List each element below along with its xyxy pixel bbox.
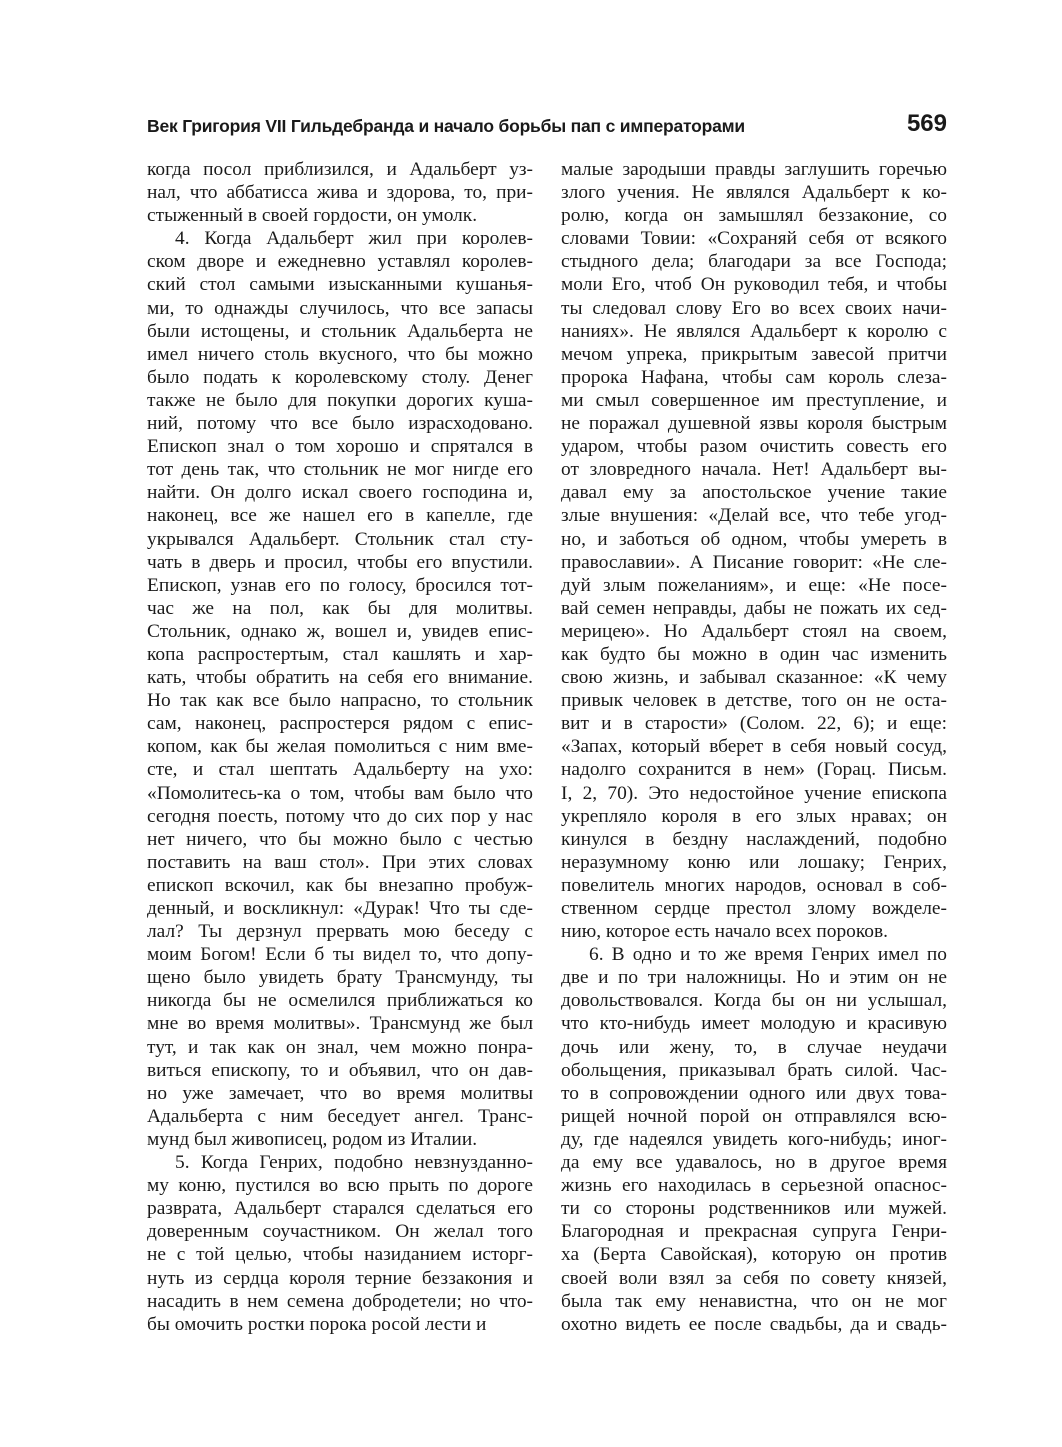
text-line: не с той целью, чтобы назиданием исторг- (147, 1244, 533, 1266)
text-line: но, и заботься об одном, чтобы умереть в (561, 528, 947, 550)
text-line: Епископ, узнав его по голосу, бросился тот- (147, 574, 533, 596)
text-line: вай семен неправды, дабы не пожать их сед- (561, 597, 947, 619)
text-line: наконец, все же нашел его в капелле, где (147, 505, 533, 527)
text-line: разврата, Адальберт старался сделаться его (147, 1198, 533, 1220)
text-line: ний, потому что все было израсходовано. (147, 413, 533, 435)
text-line: жизнь его находилась в серьезной опаснос- (561, 1175, 947, 1197)
text-line: православии». А Писание говорит: «Не сле- (561, 551, 947, 573)
text-line: имел ничего столь вкусного, что бы можно (147, 343, 533, 365)
text-line: ственном сердце престол злому вожделе- (561, 898, 947, 919)
text-line: ударом, чтобы разом очистить совесть его (561, 436, 947, 458)
text-line: кинулся в бездну наслаждений, подобно (561, 828, 947, 850)
text-line: стыдного дела; благодари за все Господа; (561, 251, 947, 273)
text-line: ми, то однажды случилось, что все запасы (147, 297, 533, 319)
text-line: мне во время молитвы». Трансмунд же был (147, 1013, 533, 1035)
text-line: час же на пол, как бы для молитвы. (147, 597, 533, 619)
text-line: да ему все удавалось, но в другое время (561, 1152, 947, 1174)
text-line: бы омочить ростки порока росой лести и (147, 1313, 487, 1335)
text-line: ти со стороны родственников или мужей. (561, 1198, 947, 1220)
text-line: ролю, когда он замышлял беззаконие, со (561, 205, 947, 227)
text-line: доверенным соучастником. Он желал того (147, 1221, 533, 1243)
text-line: Стольник, однако ж, вошел и, увидев епис- (147, 620, 533, 642)
text-line: не поражал душевной язвы короля быстрым (561, 413, 947, 435)
text-line: обольщения, приказывал брать силой. Час- (561, 1059, 947, 1081)
running-head (147, 110, 947, 150)
text-line: пророка Нафана, чтобы сам король слеза- (561, 366, 947, 388)
text-line: кать, чтобы обратить на себя его внимание. (147, 667, 533, 689)
text-line: были истощены, и стольник Адальберта не (147, 320, 533, 342)
text-line: малые зародыши правды заглушить горечью (561, 159, 947, 180)
text-line: моли Его, чтоб Он руководил тебя, и чтобы (561, 274, 947, 296)
text-line: ду, где надеялся увидеть кого-нибудь; иног- (561, 1128, 947, 1150)
text-line: копа распростертым, стал кашлять и хар- (147, 643, 533, 665)
text-line: I, 2, 70). Это недостойное учение епископа (561, 782, 947, 804)
text-line: щено было увидеть брату Трансмунду, ты (147, 967, 533, 989)
text-line: что кто-нибудь имеет молодую и красивую (561, 1013, 947, 1035)
right-column (561, 158, 947, 1336)
text-line: привык человек в детстве, того он не оста- (561, 690, 947, 712)
text-line: рищей ночной порой он отправлялся всю- (561, 1105, 947, 1127)
text-line: как будто бы можно в один час изменить (561, 643, 947, 665)
text-line: найти. Он долго искал своего господина и, (147, 482, 533, 504)
text-line: укрывался Адальберт. Стольник стал сту- (147, 528, 533, 550)
text-line: тут, и так как он знал, чем можно понра- (147, 1036, 533, 1058)
text-line: стыженный в своей гордости, он умолк. (147, 205, 478, 227)
text-line: также не было для покупки дорогих куша- (147, 389, 533, 411)
text-line: укрепляло короля в его злых нравах; он (561, 805, 947, 827)
text-line: две и по три наложницы. Но и этим он не (561, 967, 947, 989)
running-title: Век Григория VII Гильдебранда и начало борьбы пап с императорами (147, 116, 745, 136)
text-line: тот день так, что стольник не мог нигде его (147, 459, 533, 481)
text-line: было подать к королевскому столу. Денег (147, 366, 533, 388)
text-line: была так ему ненавистна, что он не мог (561, 1290, 947, 1312)
text-line: мерицею». Но Адальберт стоял на своем, (561, 620, 947, 642)
text-line: насадить в нем семена добродетели; но что- (147, 1290, 533, 1312)
text-line: епископ вскочил, как бы внезапно пробуж- (147, 874, 533, 896)
text-line: то в сопровождении одного или двух това- (561, 1082, 947, 1104)
text-line: лал? Ты дерзнул прервать мою беседу с (147, 921, 533, 943)
text-line: наниях». Не являлся Адальберт к королю с (561, 320, 947, 342)
text-line: ский стол самыми изысканными кушанья- (147, 274, 533, 296)
text-line: от зловредного начала. Нет! Адальберт вы- (561, 459, 947, 481)
text-line: 5. Когда Генрих, подобно невзнузданно- (175, 1152, 533, 1174)
text-line: надолго сохранится в нем» (Горац. Письм. (561, 759, 947, 781)
text-line: ха (Берта Савойская), которую он против (561, 1244, 947, 1266)
text-line: неразумному коню или лошаку; Генрих, (561, 851, 947, 873)
text-line: когда посол приблизился, и Адальберт уз- (147, 159, 533, 180)
text-line: нет ничего, что бы можно было с честью (147, 828, 533, 850)
text-line: сам, наконец, распростерся рядом с епис- (147, 713, 533, 735)
text-line: свою жизнь, и забывал сказанное: «К чему (561, 667, 947, 689)
text-line: никогда бы не осмелился приближаться ко (147, 990, 533, 1012)
text-line: нал, что аббатисса жива и здорова, то, при- (147, 182, 533, 204)
page-number: 569 (906, 110, 947, 137)
text-line: ми смыл совершенное им преступление, и (561, 389, 947, 411)
text-line: дуй злым пожеланиям», и еще: «Не посе- (561, 574, 947, 596)
text-line: Благородная и прекрасная супруга Генри- (561, 1221, 947, 1243)
text-line: поставить на ваш стол». При этих словах (147, 851, 533, 873)
text-line: копом, как бы желая помолиться с ним вме- (147, 736, 533, 758)
text-line: «Запах, который вберет в себя новый сосуд, (561, 736, 947, 758)
text-line: словами Товии: «Сохраняй себя от всякого (561, 228, 947, 250)
text-line: ты следовал слову Его во всех своих начи- (561, 297, 947, 319)
text-line: давал ему за апостольское учение такие (561, 482, 947, 504)
text-line: чать в дверь и просил, чтобы его впустили. (147, 551, 533, 573)
text-line: му коню, пустился во всю прыть по дороге (147, 1175, 533, 1197)
text-line: сегодня поесть, потому что до сих пор у нас (147, 805, 533, 827)
text-line: нию, которое есть начало всех пороков. (561, 921, 888, 943)
text-line: вит и в старости» (Солом. 22, 6); и еще: (561, 713, 947, 735)
text-line: виться епископу, то и объявил, что он дав- (147, 1059, 533, 1081)
text-line: мунд был живописец, родом из Италии. (147, 1128, 478, 1150)
text-line: 6. В одно и то же время Генрих имел по (589, 944, 947, 966)
text-line: мечом упрека, прикрытым завесой притчи (561, 343, 947, 365)
text-line: злые внушения: «Делай все, что тебе угод- (561, 505, 947, 527)
text-line: Но так как все было напрасно, то стольник (147, 690, 533, 712)
text-line: злого учения. Не являлся Адальберт к ко- (561, 182, 947, 204)
left-column (147, 158, 533, 1336)
text-line: 4. Когда Адальберт жил при королев- (175, 228, 533, 250)
text-line: Адальберта с ним беседует ангел. Транс- (147, 1105, 533, 1127)
text-line: Епископ знал о том хорошо и спрятался в (147, 436, 533, 458)
text-line: повелитель многих народов, основал в соб- (561, 874, 947, 896)
text-line: охотно видеть ее после свадьбы, да и свадь- (561, 1313, 947, 1335)
text-line: сте, и стал шептать Адальберту на ухо: (147, 759, 533, 781)
text-line: моим Богом! Если б ты видел то, что допу- (147, 944, 533, 966)
text-line: ском дворе и ежедневно уставлял королев- (147, 251, 533, 273)
text-line: денный, и воскликнул: «Дурак! Что ты сде- (147, 898, 533, 919)
text-line: своей воли взял за себя по совету князей, (561, 1267, 947, 1289)
text-line: довольствовался. Когда бы он ни услышал, (561, 990, 947, 1012)
text-line: дочь или жену, то, в случае неудачи (561, 1036, 947, 1058)
text-line: нуть из сердца короля терние беззакония и (147, 1267, 533, 1289)
text-line: «Помолитесь-ка о том, чтобы вам было что (147, 782, 533, 804)
text-line: но уже замечает, что во время молитвы (147, 1082, 533, 1104)
